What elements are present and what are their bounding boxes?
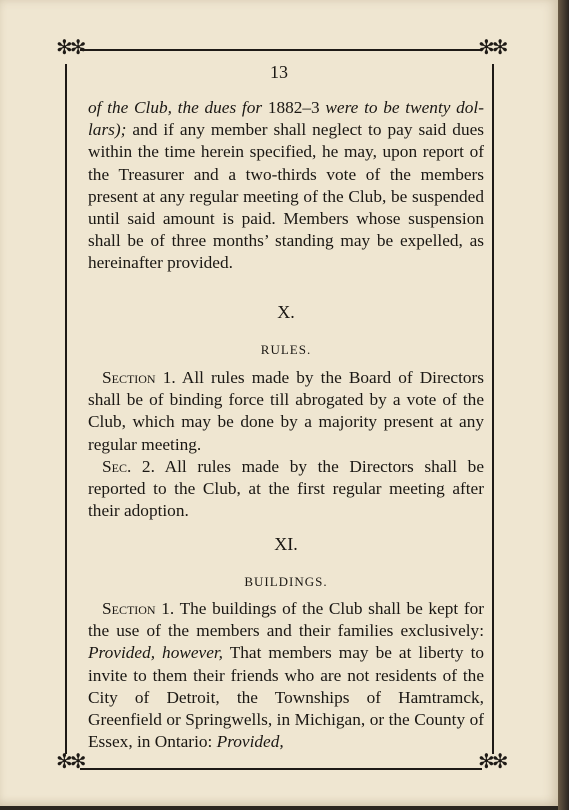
provided-however: Provided, however, xyxy=(88,643,224,663)
section-label: Sec. xyxy=(102,456,132,476)
article-xi-body xyxy=(88,598,484,753)
bottom-left-ornament: ✻✻ xyxy=(56,751,84,773)
dues-paragraph-text: and if any member shall neglect to pay said dues within the time herein specified, he may, upon report of the Treasurer and a two-thirds vote of the members present at any regular meeting of the Club, be suspended until said amount is paid. Members whose suspension shall be of three months’ standing may be expelled, as hereinafter provided. xyxy=(88,120,484,273)
bottom-right-ornament: ✻✻ xyxy=(478,751,506,773)
section-number: 2. xyxy=(131,456,155,476)
top-left-ornament: ✻✻ xyxy=(56,37,84,59)
article-x-body xyxy=(88,367,484,522)
top-border-rule xyxy=(80,49,482,51)
article-x-section-2 xyxy=(88,456,484,523)
dues-year: 1882–3 xyxy=(262,98,326,117)
section-number: 1. xyxy=(155,368,176,387)
top-right-ornament: ✻✻ xyxy=(478,37,506,59)
book-binding-edge xyxy=(558,0,569,810)
section-text: All rules made by the Directors shall be reported to the Club, at the first regular meeting after their adoption. xyxy=(88,456,484,521)
article-xi-number: XI. xyxy=(274,534,298,554)
article-x-title: RULES. xyxy=(260,342,312,357)
section-number: 1. xyxy=(155,599,175,618)
continuation-paragraph xyxy=(88,97,484,275)
article-x-number: X. xyxy=(277,302,295,322)
bottom-border-rule xyxy=(80,768,482,770)
section-text-continued: That members may be at liberty to invite to them their friends who are not residents of the City of Detroit, the Townships of Hamtramck, Greenfield or Springwells, in Michigan, or the County of Essex, in Ontario: xyxy=(88,643,485,752)
dues-italic-lead: of the Club, the dues for xyxy=(88,98,263,117)
section-label: Section xyxy=(102,368,156,387)
dues-italic-amount: were to be twenty dollars); xyxy=(88,98,484,140)
page-number: 13 xyxy=(270,62,288,82)
section-text: All rules made by the Board of Directors shall be of binding force till abrogated by a vote of the Club, which may be done by a majority present at any regular meeting. xyxy=(88,368,485,454)
article-x-section-1 xyxy=(88,367,484,456)
section-label: Section xyxy=(102,599,156,618)
article-xi-title: BUILDINGS. xyxy=(244,574,328,589)
article-xi-section-1 xyxy=(88,598,484,753)
right-border-rule xyxy=(492,64,494,754)
provided-end: Provided, xyxy=(216,732,284,752)
section-text: The buildings of the Club shall be kept for the use of the members and their families exclusively: xyxy=(88,599,484,641)
left-border-rule xyxy=(65,64,67,754)
